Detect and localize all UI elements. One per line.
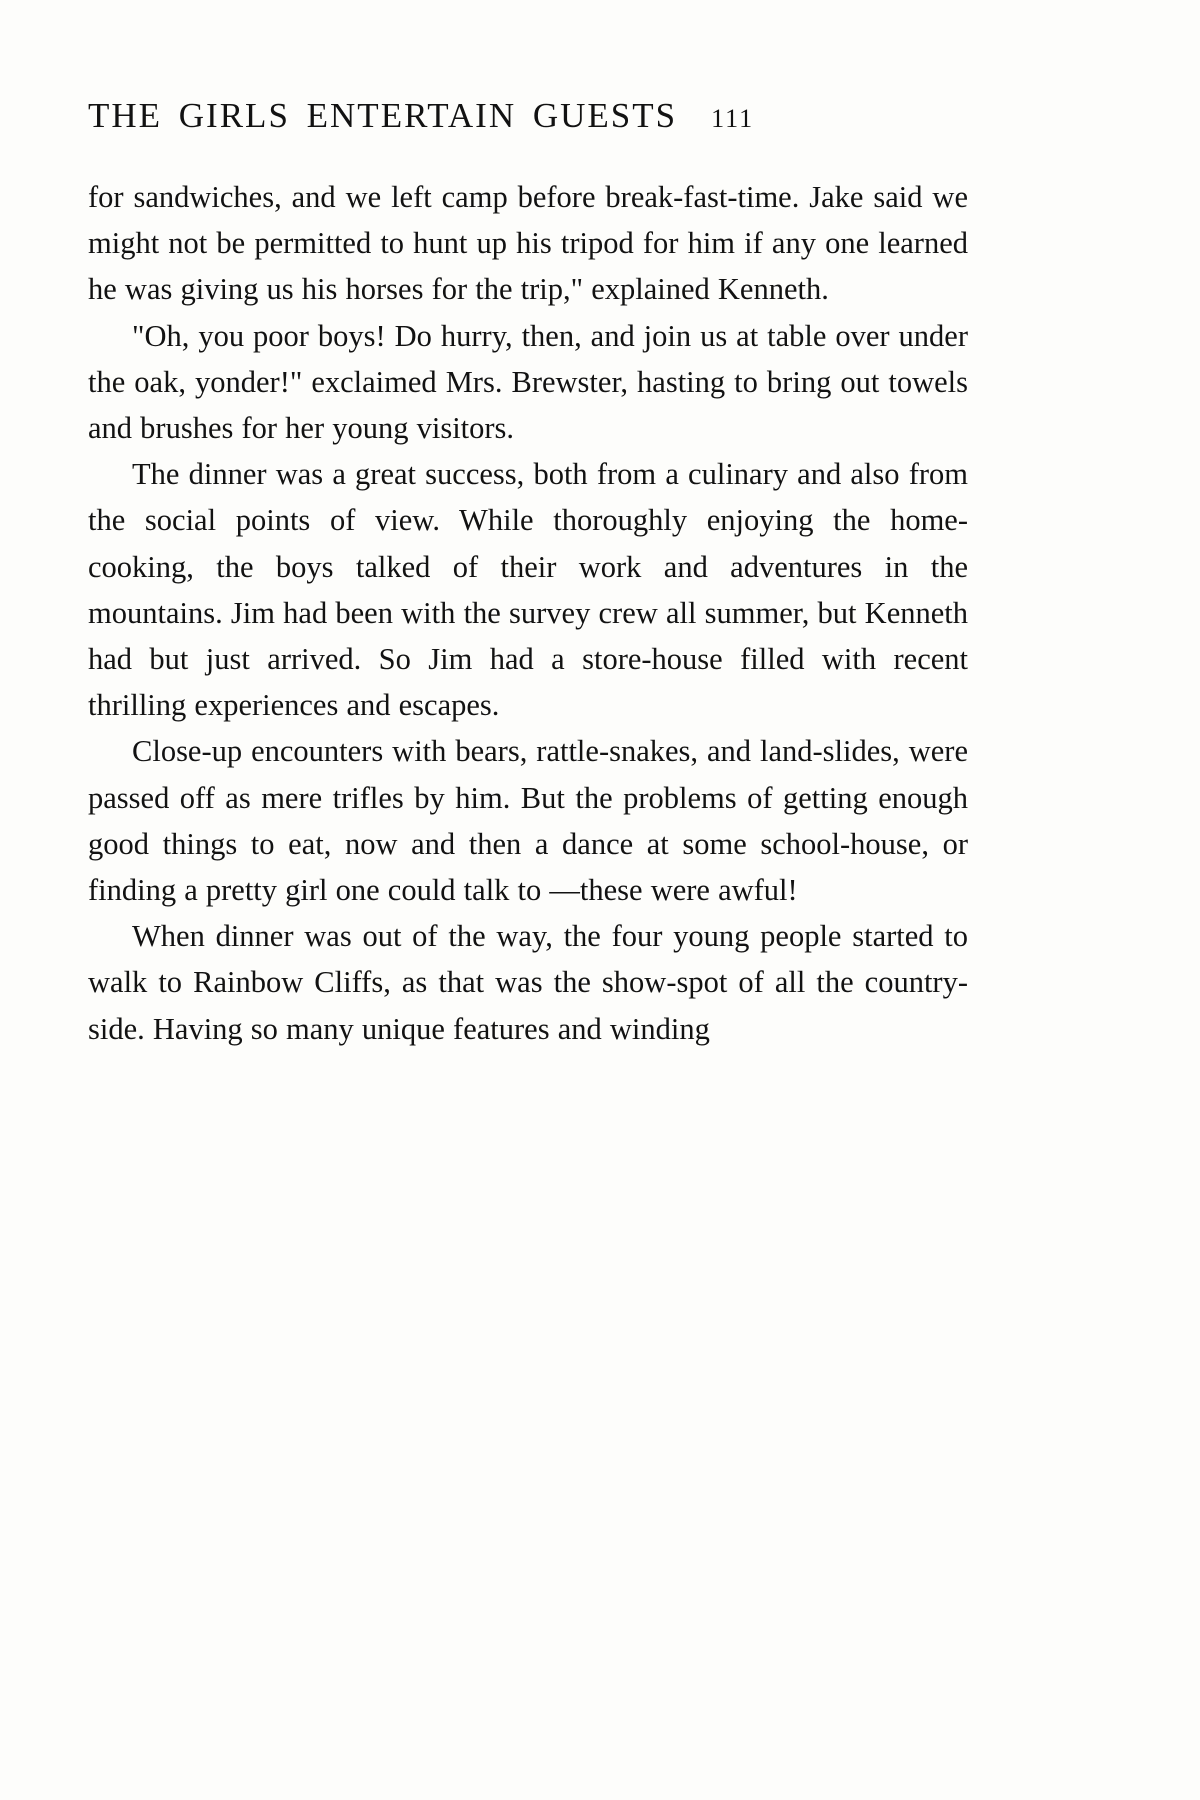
paragraph: When dinner was out of the way, the four young people started to walk to Rainbow Cliffs, as that was the show-spot of all the country-side. Having so many unique features and winding bbox=[88, 919, 968, 1046]
page-content bbox=[88, 96, 968, 1052]
paragraph: "Oh, you poor boys! Do hurry, then, and join us at table over under the oak, yonder!" exclaimed Mrs. Brewster, hasting to bring out towels and brushes for her young visitors. bbox=[88, 318, 968, 446]
running-head bbox=[88, 96, 968, 136]
running-head-title: THE GIRLS ENTERTAIN GUESTS bbox=[88, 96, 678, 135]
page-number: 111 bbox=[711, 104, 755, 133]
paragraph: Close-up encounters with bears, rattle-snakes, and land-slides, were passed off as mere trifles by him. But the problems of getting enough good things to eat, now and then a dance at some school-house, or finding a pretty girl one could talk to —these were awful! bbox=[88, 734, 968, 908]
body-text bbox=[88, 174, 968, 1052]
paragraph: The dinner was a great success, both from a culinary and also from the social points of view. While thoroughly enjoying the home-cooking, the boys talked of their work and adventures in the mountains. Jim had been with the survey crew all summer, but Kenneth had but just arrived. So Jim had a store-house filled with recent thrilling experiences and escapes. bbox=[88, 457, 968, 723]
paragraph: for sandwiches, and we left camp before break-fast-time. Jake said we might not be permitted to hunt up his tripod for him if any one learned he was giving us his horses for the trip," explained Kenneth. bbox=[88, 180, 968, 307]
